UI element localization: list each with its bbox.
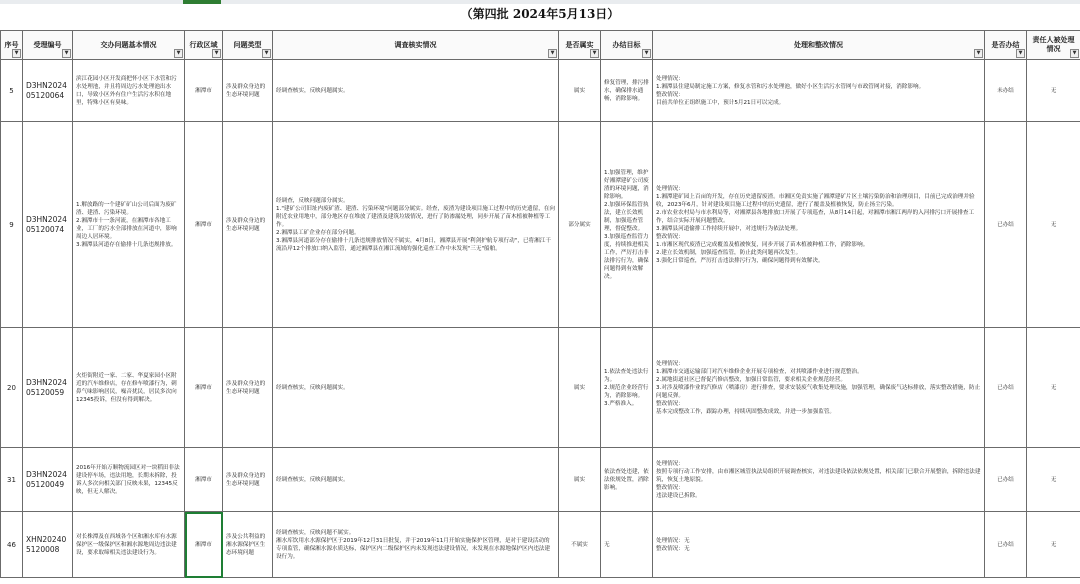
header-true[interactable]: 是否属实 ▼ [559,31,601,60]
filter-dropdown-icon[interactable]: ▼ [174,49,183,58]
cell-seq[interactable]: 9 [1,122,23,328]
cell-goal[interactable]: 1.依法查处违法行为。 2.规范企业经营行为，消除影响。 3.严格准入。 [601,328,653,448]
cell-person[interactable]: 无 [1027,512,1080,578]
filter-dropdown-icon[interactable]: ▼ [262,49,271,58]
cell-handle[interactable]: 处理情况： 1.湘潭市交通运输部门对汽车维修企业开展专项检查，对其喷漆作业进行规范整治。 2.属地街道社区已督促汽修店整改，加强日常监管，要求相关企业规范经营。 3.对涉及喷漆作业的汽修店（喷漆房）进行排查，要求安装废气收集处理设施，加强管理，确保废气达标排放，落实整改措施，防止问题反弹。 整改情况： 基本完成整改工作，跟踪办理，持续巩固整改成效，并进一步加强监管。 [653,328,985,448]
filter-dropdown-icon[interactable]: ▼ [62,49,71,58]
spreadsheet-top-strip [0,0,1080,4]
header-verify[interactable]: 调查核实情况 ▼ [273,31,559,60]
filter-dropdown-icon[interactable]: ▼ [548,49,557,58]
cell-person[interactable]: 无 [1027,60,1080,122]
header-handle[interactable]: 处理和整改情况 ▼ [653,31,985,60]
cell-goal[interactable]: 无 [601,512,653,578]
cell-goal[interactable]: 修复管理，排污排水，确保排水通畅，消除影响。 [601,60,653,122]
cell-type[interactable]: 涉及群众身边的生态环境问题 [223,448,273,512]
selected-column-marker [183,0,221,4]
table-row [1,512,1080,578]
cell-region[interactable]: 湘潭市 [185,448,223,512]
cell-type[interactable]: 涉及群众身边的生态环境问题 [223,328,273,448]
page-title: （第四批 2024年5月13日） [460,7,620,21]
cell-verify[interactable]: 经调查，反映问题部分属实。 1."建矿公司旧址内废矿渣、建渣、污染环境"问题部分属实。经查，废渣为建设项目施工过程中的历史遗留，在向附近农业用地中，部分地区存在堆放了建渣及建筑垃圾情况，进行了防渗漏处理，同步开展了苗木植被种植等工作。 2.湘潭县工矿企业存在部分问题。 3.湘潭县河道部分存在偷排十几条违规排放情况不属实，4月8日，湘潭县开展"利剑护航专项行动"，已将湘江干流沿岸12个排放口纳入监管，通过湘潭县在湘江流域的强化巡查工作中未发现"三无"船舶。 [273,122,559,328]
cell-true[interactable]: 属实 [559,60,601,122]
cell-handle[interactable]: 处理情况： 1.湘潭建矿园上百亩的开发，存在历史遗留废渣。市湘区免责实施了湘潭建矿片区土壤污染防治和治理项目，目前已完成治理并验收，2023年6月，针对建设项目施工过程中的历史遗留，进行了覆盖及植被恢复，防止扬尘污染。 2.市农业农村局与市水利局等，对湘潭县各地排放口开展了专项巡查，从8月14日起，对湘潭市湘江两岸的入河排污口开展排查工作，结合实际开展问题整改。 3.湘潭县河道偷排工作持续开展中，对违规行为依法处理。 整改情况： 1.市湘区现代废渣已完成覆盖及植被恢复，同步开展了苗木植被种植工作，消除影响。 2.建立长效机制，加强巡查监管，防止此类问题再次发生。 3.强化日常巡查，严厉打击违法排污行为，确保问题得到有效解决。 [653,122,985,328]
header-goal[interactable]: 办结目标 ▼ [601,31,653,60]
cell-done[interactable]: 未办结 [985,60,1027,122]
cell-region[interactable]: 湘潭市 [185,512,223,578]
cell-verify[interactable]: 经调查核实，反映问题不属实。 湘水库饮用水水源保护区于2019年12月31日批复，并于2019年11月开始实施保护区管理，是对于建设活动的专项监管，确保湘水源水质达标，保护区内二级保护区内未发现违法建设情况，未发现在水源地保护区内违法建设行为。 [273,512,559,578]
cell-goal[interactable]: 1.加强管理，维护好湘潭建矿公司废渣的环境问题，消除影响。 2.加强环保监管执法，建立长效机制，加强巡查管理，督促整改。 3.加强巡查监管力度，持续推进相关工作，严厉打击非法排污行为，确保问题得到有效解决。 [601,122,653,328]
cell-done[interactable]: 已办结 [985,122,1027,328]
cell-code[interactable]: D3HN2024 05120064 [23,60,73,122]
cell-person[interactable]: 无 [1027,328,1080,448]
cell-done[interactable]: 已办结 [985,512,1027,578]
header-region[interactable]: 行政区域 ▼ [185,31,223,60]
cell-seq[interactable]: 31 [1,448,23,512]
header-problem[interactable]: 交办问题基本情况 ▼ [73,31,185,60]
cell-verify[interactable]: 经调查核实，反映问题属实。 [273,448,559,512]
petition-table [0,30,1080,578]
cell-problem[interactable]: 滨江花园小区开发商把怀小区下水管和污水处理池，并且将周边污水处理池出水口，导致小区外有住户生活污水积在地里，特殊小区有臭味。 [73,60,185,122]
cell-problem[interactable]: 对长株潭及在西域各个区和湘水库有水源保护区一级保护区和湘水源地周边违法建设，要求取缔相关违法建设行为。 [73,512,185,578]
table-row [1,60,1080,122]
cell-handle[interactable]: 处理情况：无 整改情况：无 [653,512,985,578]
filter-dropdown-icon[interactable]: ▼ [212,49,221,58]
cell-verify[interactable]: 经调查核实，反映问题属实。 [273,60,559,122]
cell-type[interactable]: 涉及群众身边的生态环境问题 [223,122,273,328]
cell-type[interactable]: 涉及公共利益的湘水源保护区生态环境问题 [223,512,273,578]
cell-code[interactable]: D3HN2024 05120059 [23,328,73,448]
cell-seq[interactable]: 5 [1,60,23,122]
header-row [1,31,1080,60]
table-row [1,328,1080,448]
header-seq[interactable]: 序号 ▼ [1,31,23,60]
cell-region[interactable]: 湘潭市 [185,60,223,122]
filter-dropdown-icon[interactable]: ▼ [1070,49,1079,58]
header-done[interactable]: 是否办结 ▼ [985,31,1027,60]
cell-region[interactable]: 湘潭市 [185,328,223,448]
cell-problem[interactable]: 火炬街附近一家、二家、华夏家园小区附近的汽车维修店，存在修车喷漆行为，刺鼻气味影响居民，噪音扰民，居民多次向12345投诉，但没有得到解决。 [73,328,185,448]
cell-problem[interactable]: 2016年开始万顺物流园区对一块稻田非法建设停车场，违法用地，长期未拆除，投诉人多次向相关部门反映未果，12345反映，但无人解决。 [73,448,185,512]
cell-verify[interactable]: 经调查核实，反映问题属实。 [273,328,559,448]
filter-dropdown-icon[interactable]: ▼ [1016,49,1025,58]
cell-handle[interactable]: 处理情况： 1.湘潭县住建局制定施工方案，修复水管和污水处理池，做好小区生活污水管网与市政管网对接，消除影响。 整改情况： 目前共单位正组织施工中，预计5月21日可以完成。 [653,60,985,122]
filter-dropdown-icon[interactable]: ▼ [974,49,983,58]
cell-true[interactable]: 部分属实 [559,122,601,328]
filter-dropdown-icon[interactable]: ▼ [642,49,651,58]
header-code[interactable]: 受理编号 ▼ [23,31,73,60]
cell-person[interactable]: 无 [1027,122,1080,328]
filter-dropdown-icon[interactable]: ▼ [590,49,599,58]
filter-dropdown-icon[interactable]: ▼ [12,49,21,58]
cell-region[interactable]: 湘潭市 [185,122,223,328]
cell-seq[interactable]: 46 [1,512,23,578]
cell-code[interactable]: D3HN2024 05120074 [23,122,73,328]
header-type[interactable]: 问题类型 ▼ [223,31,273,60]
cell-code[interactable]: XHN20240 5120008 [23,512,73,578]
cell-goal[interactable]: 依法查处违建，依法依规处置，消除影响。 [601,448,653,512]
header-person[interactable]: 责任人被处理情况 ▼ [1027,31,1080,60]
table-row [1,448,1080,512]
table-row [1,122,1080,328]
cell-done[interactable]: 已办结 [985,328,1027,448]
cell-type[interactable]: 涉及群众身边的生态环境问题 [223,60,273,122]
cell-true[interactable]: 属实 [559,328,601,448]
cell-done[interactable]: 已办结 [985,448,1027,512]
cell-true[interactable]: 属实 [559,448,601,512]
cell-person[interactable]: 无 [1027,448,1080,512]
cell-problem[interactable]: 1.解放路的一个建矿矿山公司后面为废矿渣、建渣、污染环境。 2.湘潭市十一条河流，在湘潭市各地工业，工厂的污水全部排放在河道中，影响周边人居环境。 3.湘潭县河道存在偷排十几条违规排放。 [73,122,185,328]
cell-true[interactable]: 不属实 [559,512,601,578]
cell-seq[interactable]: 20 [1,328,23,448]
cell-code[interactable]: D3HN2024 05120049 [23,448,73,512]
cell-handle[interactable]: 处理情况： 按照专项行动工作安排，由市湘区城管执法局组织开展调查核实，对违法建设依法依规处置，相关部门已联合开展整治，拆除违法建筑，恢复土地原貌。 整改情况： 违法建设已拆除。 [653,448,985,512]
